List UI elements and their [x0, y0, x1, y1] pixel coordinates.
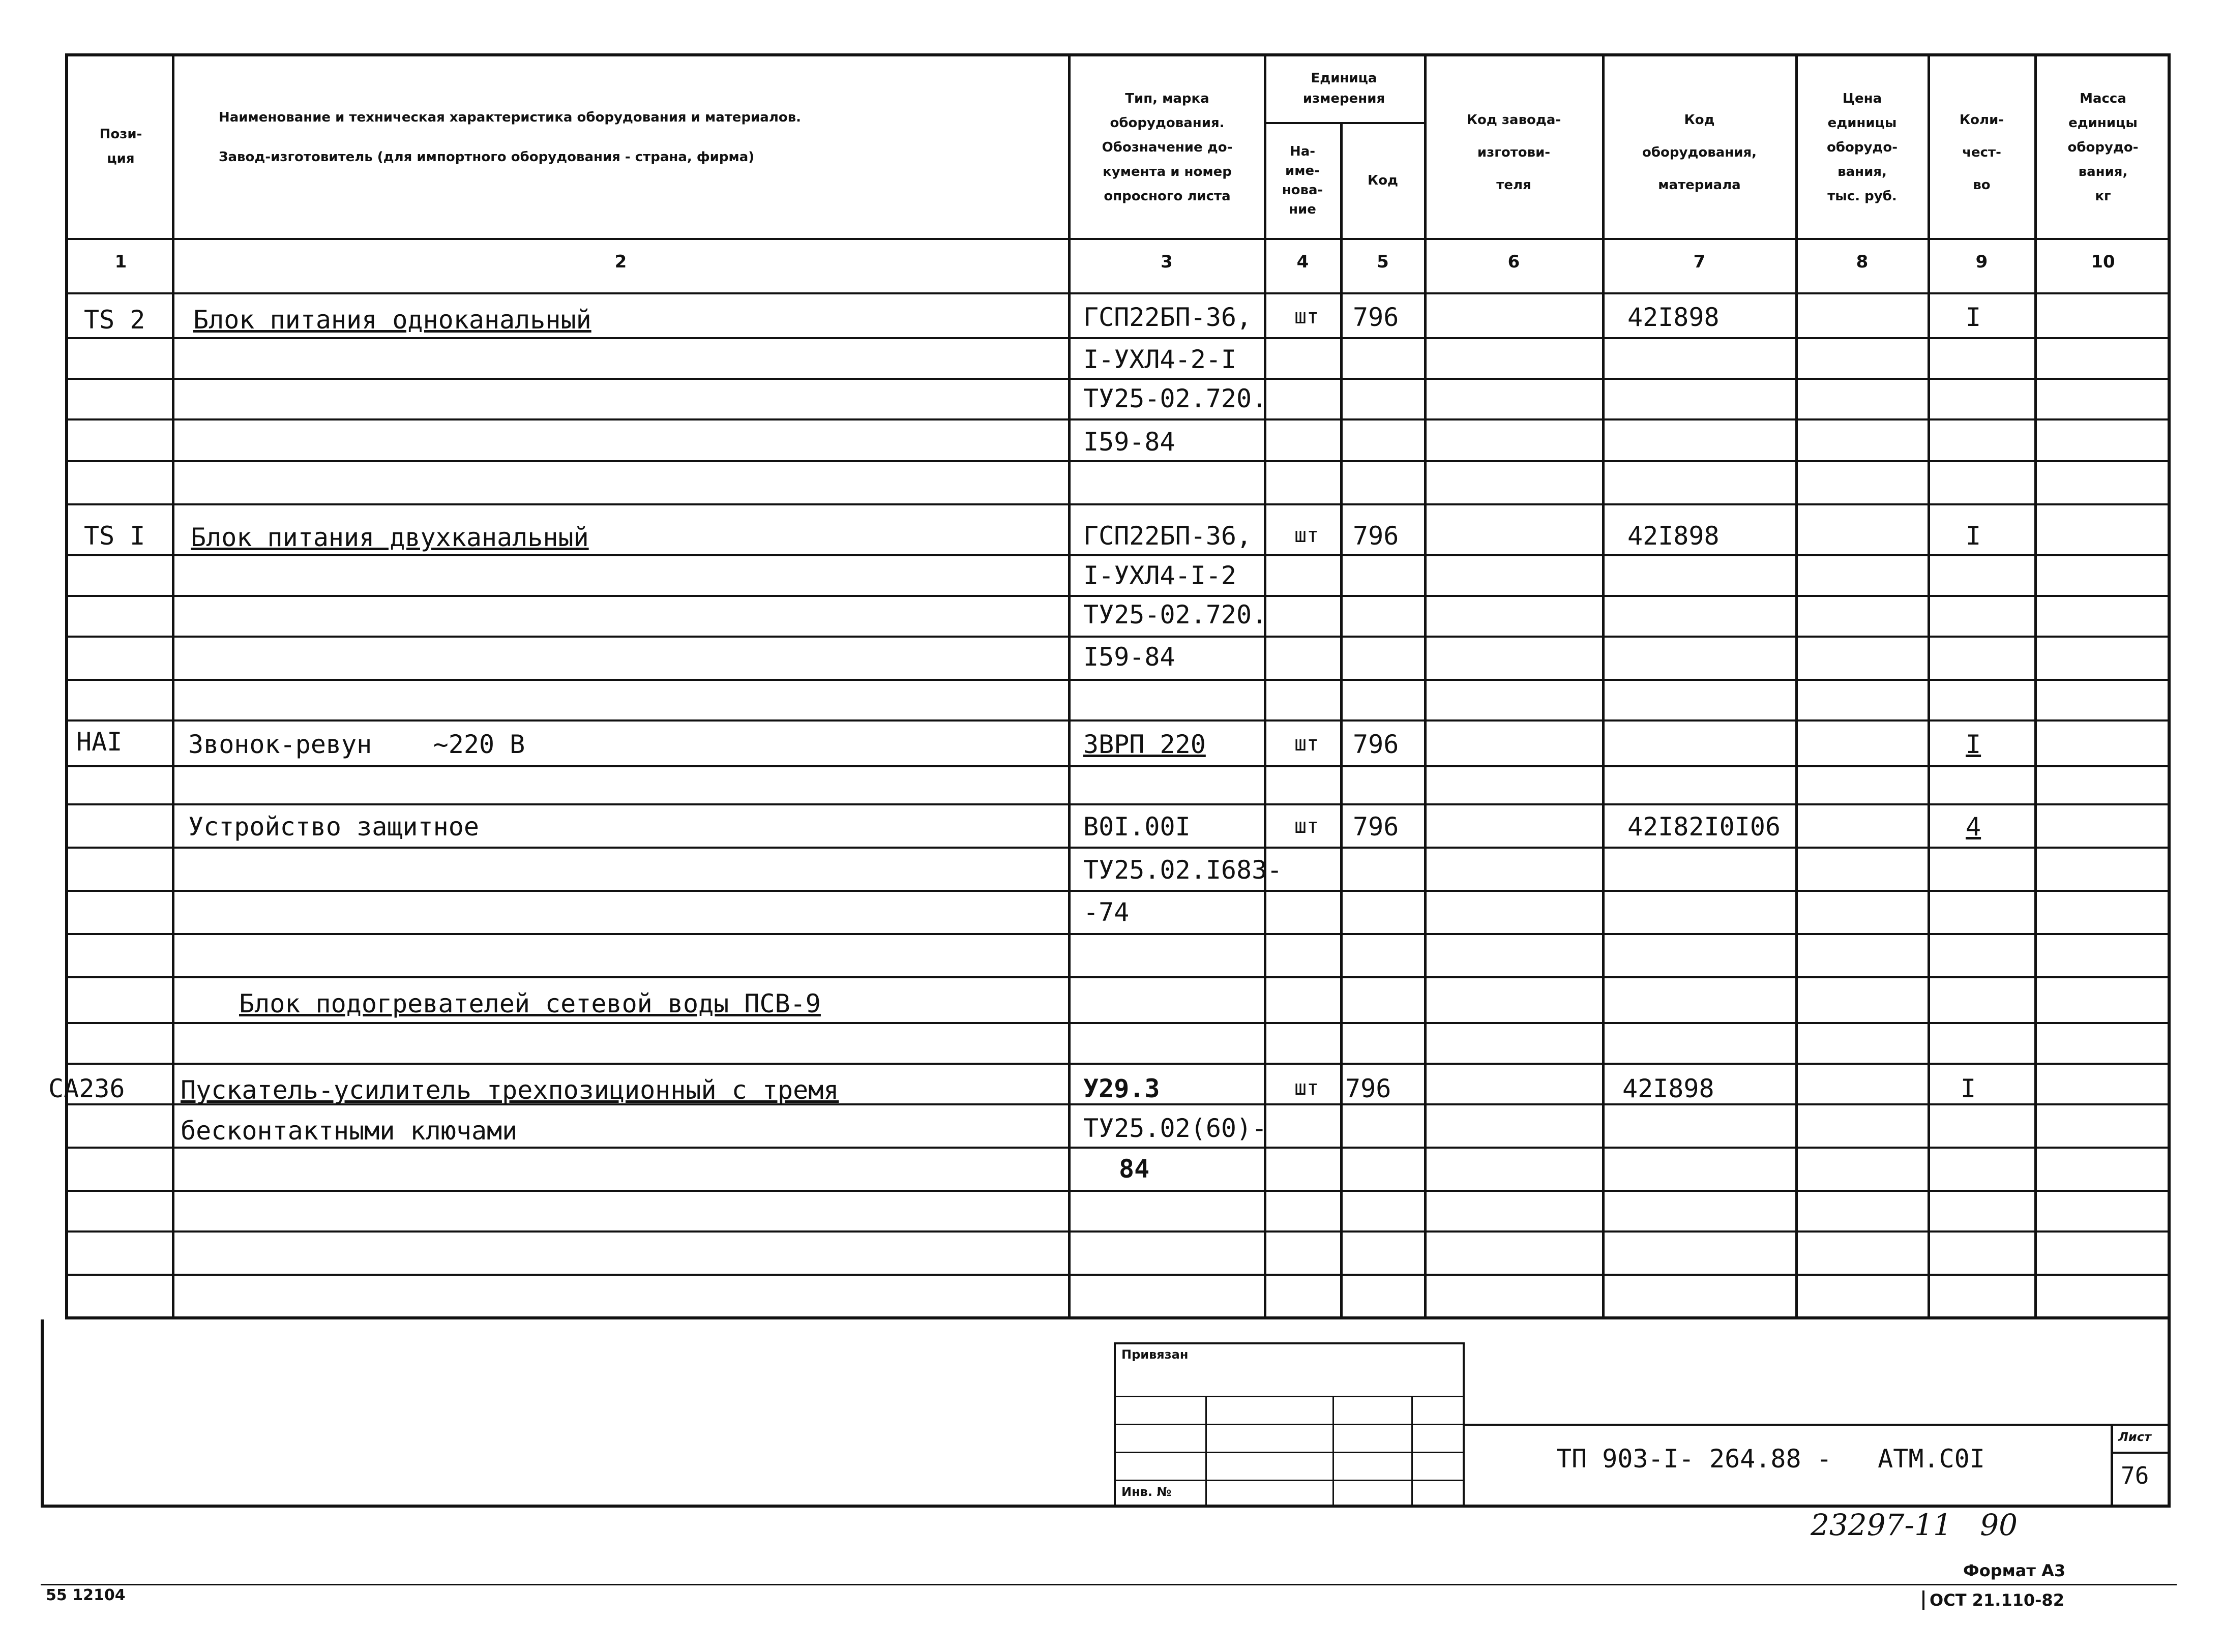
row-hai-unit: шт [1294, 732, 1319, 756]
column-number-1: 1 [114, 252, 127, 272]
row-ts2-qty: I [1966, 303, 1981, 332]
col-line-6 [1602, 53, 1605, 1319]
doc-code: ТП 903-I- 264.88 - АТМ.С0I [1556, 1444, 1985, 1474]
doc-code-top-line [1465, 1424, 2171, 1426]
row-line [65, 378, 2171, 380]
row-line [65, 1063, 2171, 1065]
row-hai-type-1: ЗВРП 220 [1083, 730, 1206, 759]
column-number-7: 7 [1693, 252, 1706, 272]
row-line [65, 1147, 2171, 1149]
row-protective-type-3: -74 [1083, 897, 1130, 927]
row-ca236-name-2: бесконтактными ключами [181, 1116, 518, 1146]
row-ts2-name: Блок питания одноканальный [193, 305, 591, 335]
row-ca236-position: СА236 [48, 1074, 125, 1103]
row-protective-qty: 4 [1966, 812, 1981, 842]
handwritten-number: 23297-11 90 [1811, 1508, 2018, 1542]
row-hai-unit-code: 796 [1353, 730, 1399, 759]
section-title: Блок подогревателей сетевой воды ПСВ-9 [239, 989, 821, 1018]
header-equipment-code: Код оборудования, материала [1642, 112, 1757, 193]
row-ca236-type-1: У29.3 [1083, 1074, 1160, 1103]
row-ts2-unit: шт [1294, 305, 1319, 328]
number-row-bottom-line [65, 292, 2171, 294]
row-ts1-name: Блок питания двухканальный [191, 523, 589, 552]
inv-no-label: Инв. № [1121, 1485, 1172, 1499]
row-protective-name: Устройство защитное [188, 812, 479, 842]
row-line [65, 719, 2171, 722]
row-line [65, 1230, 2171, 1233]
column-number-2: 2 [614, 252, 627, 272]
header-price: Цена единицы оборудо- вания, тыс. руб. [1826, 91, 1898, 204]
column-number-5: 5 [1377, 252, 1389, 272]
row-ca236-unit: шт [1294, 1076, 1319, 1100]
column-number-6: 6 [1507, 252, 1520, 272]
header-unit-code: Код [1367, 173, 1399, 188]
footer-line [41, 1584, 2177, 1585]
row-protective-unit-code: 796 [1353, 812, 1399, 842]
row-line [65, 595, 2171, 597]
column-number-10: 10 [2091, 252, 2115, 272]
row-line [65, 1022, 2171, 1024]
row-line [65, 976, 2171, 978]
row-ts2-code: 42I898 [1627, 303, 1720, 332]
row-ca236-qty: I [1961, 1074, 1976, 1103]
header-type: Тип, марка оборудования. Обозначение до- кумента и номер опросного листа [1102, 91, 1233, 204]
col-line-7 [1795, 53, 1798, 1319]
row-protective-type-2: ТУ25.02.I683- [1083, 855, 1283, 885]
col-line-2 [1068, 53, 1071, 1319]
row-ca236-unit-code: 796 [1345, 1074, 1391, 1103]
privyazan-col-line [1332, 1396, 1334, 1508]
row-ts1-type-2: I-УХЛ4-I-2 [1083, 561, 1237, 590]
row-ts1-type-4: I59-84 [1083, 642, 1175, 672]
row-line [65, 460, 2171, 462]
header-unit-name: На- име- нова- ние [1282, 144, 1323, 217]
row-ts1-unit: шт [1294, 524, 1319, 547]
row-ts1-type-1: ГСП22БП-36, [1083, 521, 1252, 551]
column-number-4: 4 [1296, 252, 1309, 272]
row-protective-code: 42I82I0I06 [1627, 812, 1781, 842]
row-ca236-name: Пускатель-усилитель трехпозиционный с тремя [181, 1075, 839, 1105]
col-line-5 [1424, 53, 1427, 1319]
row-ts1-qty: I [1966, 521, 1981, 551]
row-ts2-type-1: ГСП22БП-36, [1083, 303, 1252, 332]
row-protective-type-1: В0I.00I [1083, 812, 1191, 842]
row-ts1-code: 42I898 [1627, 521, 1720, 551]
header-name [219, 86, 1058, 188]
row-line [65, 636, 2171, 638]
row-ts2-type-4: I59-84 [1083, 427, 1175, 457]
row-ts2-type-2: I-УХЛ4-2-I [1083, 345, 1237, 374]
column-number-3: 3 [1161, 252, 1173, 272]
row-ts1-unit-code: 796 [1353, 521, 1399, 551]
row-line [65, 890, 2171, 892]
column-number-9: 9 [1975, 252, 1988, 272]
header-position: Пози- ция [99, 126, 142, 166]
row-hai-name: Звонок-ревун ~220 В [188, 730, 525, 759]
row-ca236-code: 42I898 [1622, 1074, 1714, 1103]
row-line [65, 554, 2171, 556]
row-ca236-type-2: ТУ25.02(60)- [1083, 1114, 1267, 1143]
title-block-frame [41, 1319, 2171, 1508]
row-ts2-position: TS 2 [84, 305, 145, 335]
row-ts1-position: TS I [84, 521, 145, 551]
unit-header-divider [1264, 122, 1424, 124]
header-name-line1: Наименование и техническая характеристика оборудования и материалов. [219, 110, 802, 125]
row-line [65, 503, 2171, 505]
col-line-1 [172, 53, 174, 1319]
row-hai-qty: I [1966, 730, 1981, 759]
row-ts2-type-3: ТУ25-02.720. [1083, 384, 1267, 413]
header-bottom-line [65, 238, 2171, 240]
row-line [65, 847, 2171, 849]
row-line [65, 933, 2171, 935]
row-ts1-type-3: ТУ25-02.720. [1083, 600, 1267, 629]
privyazan-col-line [1411, 1396, 1413, 1508]
row-ts2-unit-code: 796 [1353, 303, 1399, 332]
privyazan-col-line [1205, 1396, 1207, 1508]
header-plant-code: Код завода- изготови- теля [1466, 112, 1561, 193]
sheet-number: 76 [2121, 1462, 2149, 1489]
standard-label: ОСТ 21.110-82 [1922, 1590, 2064, 1610]
row-ca236-type-3: 84 [1119, 1154, 1150, 1184]
sheet-label: Лист [2118, 1430, 2151, 1444]
header-quantity: Коли- чест- во [1959, 112, 2004, 193]
row-line [65, 765, 2171, 767]
header-mass: Масса единицы оборудо- вания, кг [2067, 91, 2139, 204]
row-line [65, 679, 2171, 681]
col-line-9 [2034, 53, 2037, 1319]
row-line [65, 1274, 2171, 1276]
column-number-8: 8 [1856, 252, 1869, 272]
header-name-line2: Завод-изготовитель (для импортного оборудования - страна, фирма) [219, 149, 755, 165]
row-line [65, 1190, 2171, 1192]
privyazan-label: Привязан [1121, 1347, 1189, 1362]
row-line [65, 418, 2171, 420]
row-hai-position: HAI [76, 727, 123, 757]
sheet-box-divider [2111, 1452, 2171, 1454]
header-unit-group: Единица измерения [1302, 71, 1385, 106]
row-protective-unit: шт [1294, 815, 1319, 838]
row-line [65, 337, 2171, 339]
footer-left-code: 55 12104 [46, 1586, 126, 1604]
sheet-box-line [2111, 1424, 2113, 1508]
row-line [65, 803, 2171, 805]
col-line-8 [1928, 53, 1930, 1319]
format-label: Формат А3 [1963, 1561, 2066, 1580]
